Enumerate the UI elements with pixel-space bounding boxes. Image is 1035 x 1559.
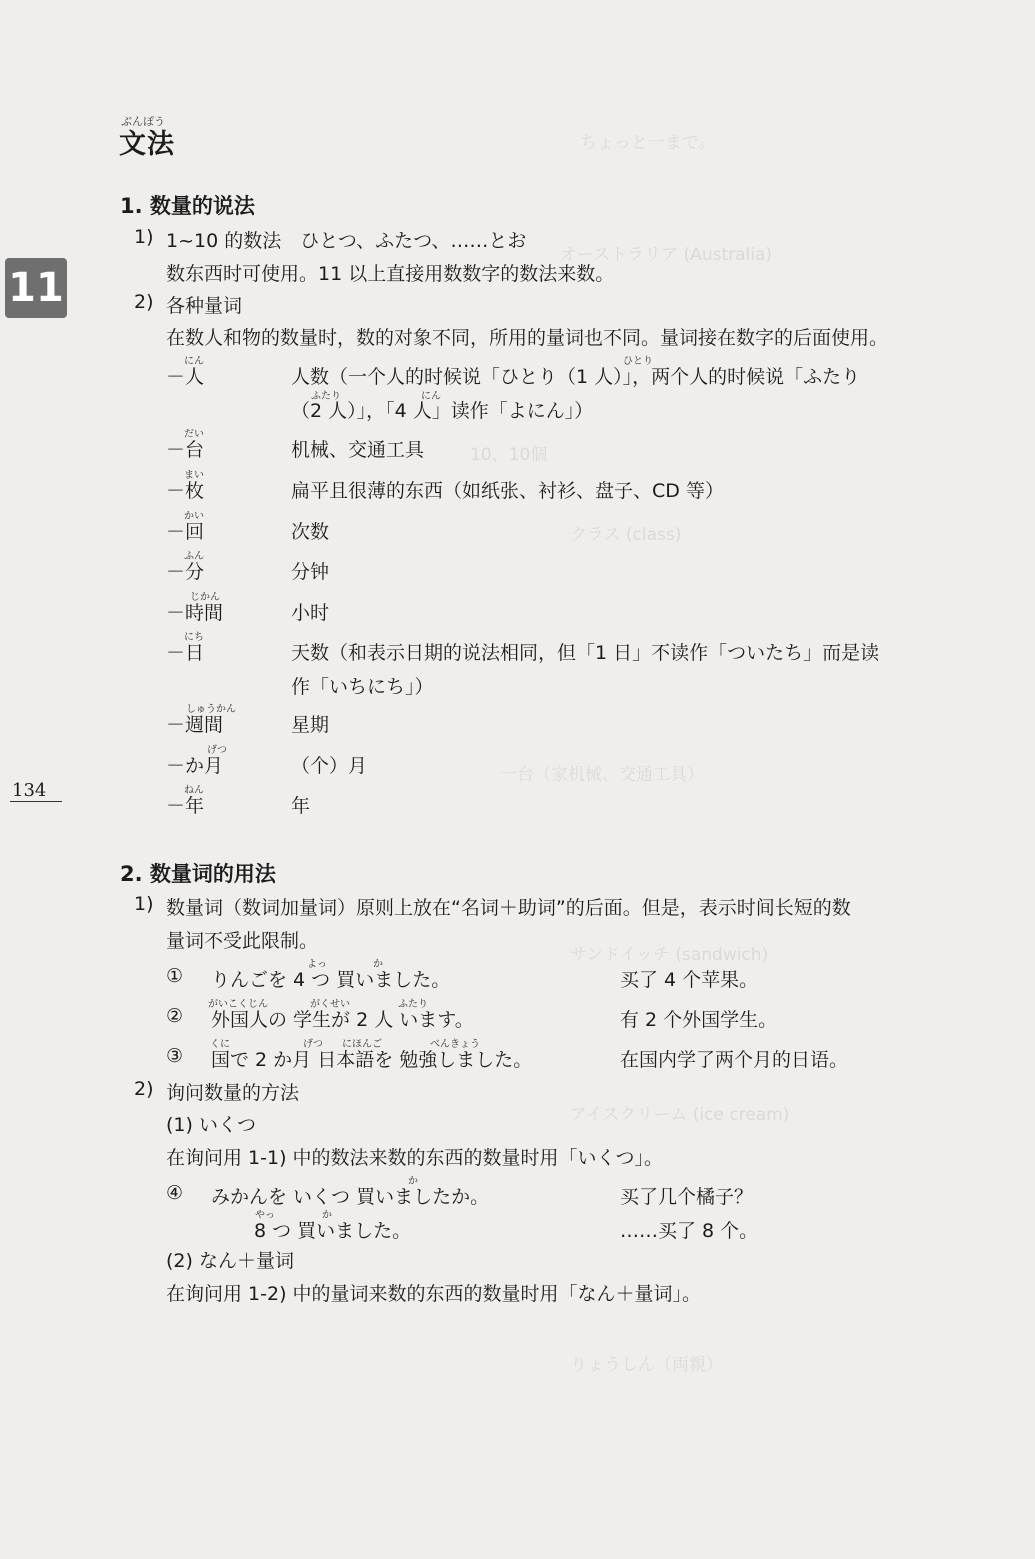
counter-term: －日 <box>166 642 205 664</box>
counter-ruby: にち <box>184 632 204 643</box>
example-mark: ② <box>166 1005 184 1027</box>
counter-term: －台 <box>166 439 205 461</box>
s1-item1-num: 1) <box>134 226 154 248</box>
counter-term: －か月 <box>166 755 224 777</box>
counter-term: －時間 <box>166 602 224 624</box>
section2-heading: 2. 数量词的用法 <box>120 862 276 886</box>
counter-ruby: しゅうかん <box>186 704 236 715</box>
counter-ruby: だい <box>184 429 204 440</box>
textbook-page: ちょっと一まで。 オーストラリア (Australia) 10、10個 クラス (class) 一台（家机械、交通工具） サンドイッチ (sandwich) アイスクリーム (ice cream) りょうしん（両親） 11 134 ぶんぽう 文法 1. 数量的说法 1) 1~10 的数法 ひとつ、ふたつ、……とお 数东西时可使用。11 以上直接用数数字的数法来数。 2) 各种量词 在数人和物的数量时，数的对象不同，所用的量词也不同。量词接在数字的后面使用。 にん －人 ひとり 人数（一个人的时候说「ひとり（1 人）」，两个人的时候说「ふたり ふたり にん （2 人）」，「4 人」读作「よにん」） だい －台 机械、交通工具 まい －枚 扁平且很薄的东西（如纸张、衬衫、盘子、CD 等） かい －回 次数 ふん －分 分钟 じかん －時間 小时 にち －日 天数（和表示日期的说法相同，但「1 日」不读作「ついたち」而是读 作「いちにち」） しゅうかん －週間 星期 げつ －か月 （个）月 ねん －年 年 2. 数量词的用法 1) 数量词（数词加量词）原则上放在“名词＋助词”的后面。但是，表示时间长短的数 量词不受此限制。 よっ か ① りんごを 4 つ 買いました。 买了 4 个苹果。 がいこくじん がくせい ふたり ② 外国人の 学生が 2 人 います。 有 2 个外国学生。 くに げつ にほんご べんきょう ③ 国で 2 か月 日本語を 勉強しました。 在国内学了两个月的日语。 2) 询问数量的方法 (1) いくつ 在询问用 1-1) 中的数法来数的东西的数量时用「いくつ」。 か ④ みかんを いくつ 買いましたか。 买了几个橘子？ やっ か 8 つ 買いました。 ……买了 8 个。 (2) なん＋量词 在询问用 1-2) 中的量词来数的东西的数量时用「なん＋量词」。 <box>0 0 1035 1559</box>
s2-item2-num: 2) <box>134 1078 154 1100</box>
example-chinese: 在国内学了两个月的日语。 <box>620 1049 849 1071</box>
counter-ruby: かい <box>184 511 204 522</box>
example-japanese: みかんを いくつ 買いましたか。 <box>211 1186 490 1208</box>
counter-ruby-nin: にん <box>421 391 441 402</box>
s2-sub2-label: (2) なん＋量词 <box>166 1250 294 1272</box>
counter-meaning: 次数 <box>291 521 330 543</box>
example-ruby: がくせい <box>310 999 350 1010</box>
s2-item2-title: 询问数量的方法 <box>166 1082 300 1104</box>
counter-ruby: ふん <box>184 551 204 562</box>
example-mark: ③ <box>166 1045 184 1067</box>
counter-meaning-cont: 作「いちにち」） <box>291 676 434 698</box>
example-ruby: か <box>322 1210 332 1221</box>
s2-item1-line1: 数量词（数词加量词）原则上放在“名词＋助词”的后面。但是，表示时间长短的数 <box>166 897 851 919</box>
s2-sub1-label: (1) いくつ <box>166 1114 256 1136</box>
counter-meaning-cont: （2 人）」，「4 人」读作「よにん」） <box>291 400 594 422</box>
example-ruby: がいこくじん <box>208 999 268 1010</box>
example-ruby: げつ <box>303 1039 323 1050</box>
s2-sub2-desc: 在询问用 1-2) 中的量词来数的东西的数量时用「なん＋量词」。 <box>166 1283 702 1305</box>
counter-meaning: 扁平且很薄的东西（如纸张、衬衫、盘子、CD 等） <box>291 480 724 502</box>
example-japanese: りんごを 4 つ 買いました。 <box>211 969 451 991</box>
example-ruby: べんきょう <box>430 1039 480 1050</box>
counter-term: －週間 <box>166 714 224 736</box>
counter-ruby: じかん <box>190 592 220 603</box>
counter-meaning: （个）月 <box>291 755 368 777</box>
counter-term: －人 <box>166 366 205 388</box>
s2-item1-line2: 量词不受此限制。 <box>166 930 319 952</box>
example-japanese: 外国人の 学生が 2 人 います。 <box>211 1009 474 1031</box>
page-number: 134 <box>12 780 47 801</box>
page-title: 文法 <box>119 129 175 160</box>
page-number-rule <box>10 801 62 802</box>
example-chinese-answer: ……买了 8 个。 <box>620 1220 759 1242</box>
example-chinese: 有 2 个外国学生。 <box>620 1009 778 1031</box>
counter-ruby: まい <box>184 470 204 481</box>
example-japanese-answer: 8 つ 買いました。 <box>254 1220 412 1242</box>
example-japanese: 国で 2 か月 日本語を 勉強しました。 <box>211 1049 533 1071</box>
counter-term: －年 <box>166 795 205 817</box>
counter-meaning: 分钟 <box>291 561 330 583</box>
counter-ruby: げつ <box>207 745 227 756</box>
example-mark: ④ <box>166 1182 184 1204</box>
example-ruby: ふたり <box>398 999 428 1010</box>
counter-ruby-futari: ふたり <box>311 391 341 402</box>
example-ruby: くに <box>210 1039 230 1050</box>
s1-item2-desc: 在数人和物的数量时，数的对象不同，所用的量词也不同。量词接在数字的后面使用。 <box>166 327 889 349</box>
counter-meaning: 机械、交通工具 <box>291 439 425 461</box>
example-ruby: よっ <box>307 959 327 970</box>
title-ruby: ぶんぽう <box>121 115 165 128</box>
counter-meaning: 天数（和表示日期的说法相同，但「1 日」不读作「ついたち」而是读 <box>291 642 880 664</box>
s1-item1-desc: 数东西时可使用。11 以上直接用数数字的数法来数。 <box>166 263 615 285</box>
example-mark: ① <box>166 965 184 987</box>
section1-heading: 1. 数量的说法 <box>120 194 255 218</box>
s1-item1-line: 1~10 的数法 ひとつ、ふたつ、……とお <box>166 230 527 252</box>
counter-meaning: 星期 <box>291 714 330 736</box>
counter-term: －枚 <box>166 480 205 502</box>
example-ruby: やっ <box>255 1210 275 1221</box>
example-ruby: か <box>373 959 383 970</box>
counter-term: －回 <box>166 521 205 543</box>
counter-term: －分 <box>166 561 205 583</box>
counter-meaning: 小时 <box>291 602 330 624</box>
s1-item2-title: 各种量词 <box>166 295 243 317</box>
s2-sub1-desc: 在询问用 1-1) 中的数法来数的东西的数量时用「いくつ」。 <box>166 1147 664 1169</box>
example-ruby: か <box>408 1176 418 1187</box>
counter-ruby: ねん <box>184 785 204 796</box>
s1-item2-num: 2) <box>134 291 154 313</box>
chapter-tab: 11 <box>5 258 67 318</box>
s2-item1-num: 1) <box>134 893 154 915</box>
counter-ruby-hitori: ひとり <box>623 356 653 367</box>
counter-meaning: 人数（一个人的时候说「ひとり（1 人）」，两个人的时候说「ふたり <box>291 366 861 388</box>
counter-meaning: 年 <box>291 795 311 817</box>
counter-ruby: にん <box>184 356 204 367</box>
example-chinese: 买了 4 个苹果。 <box>620 969 759 991</box>
example-chinese: 买了几个橘子？ <box>620 1186 754 1208</box>
example-ruby: にほんご <box>342 1039 382 1050</box>
